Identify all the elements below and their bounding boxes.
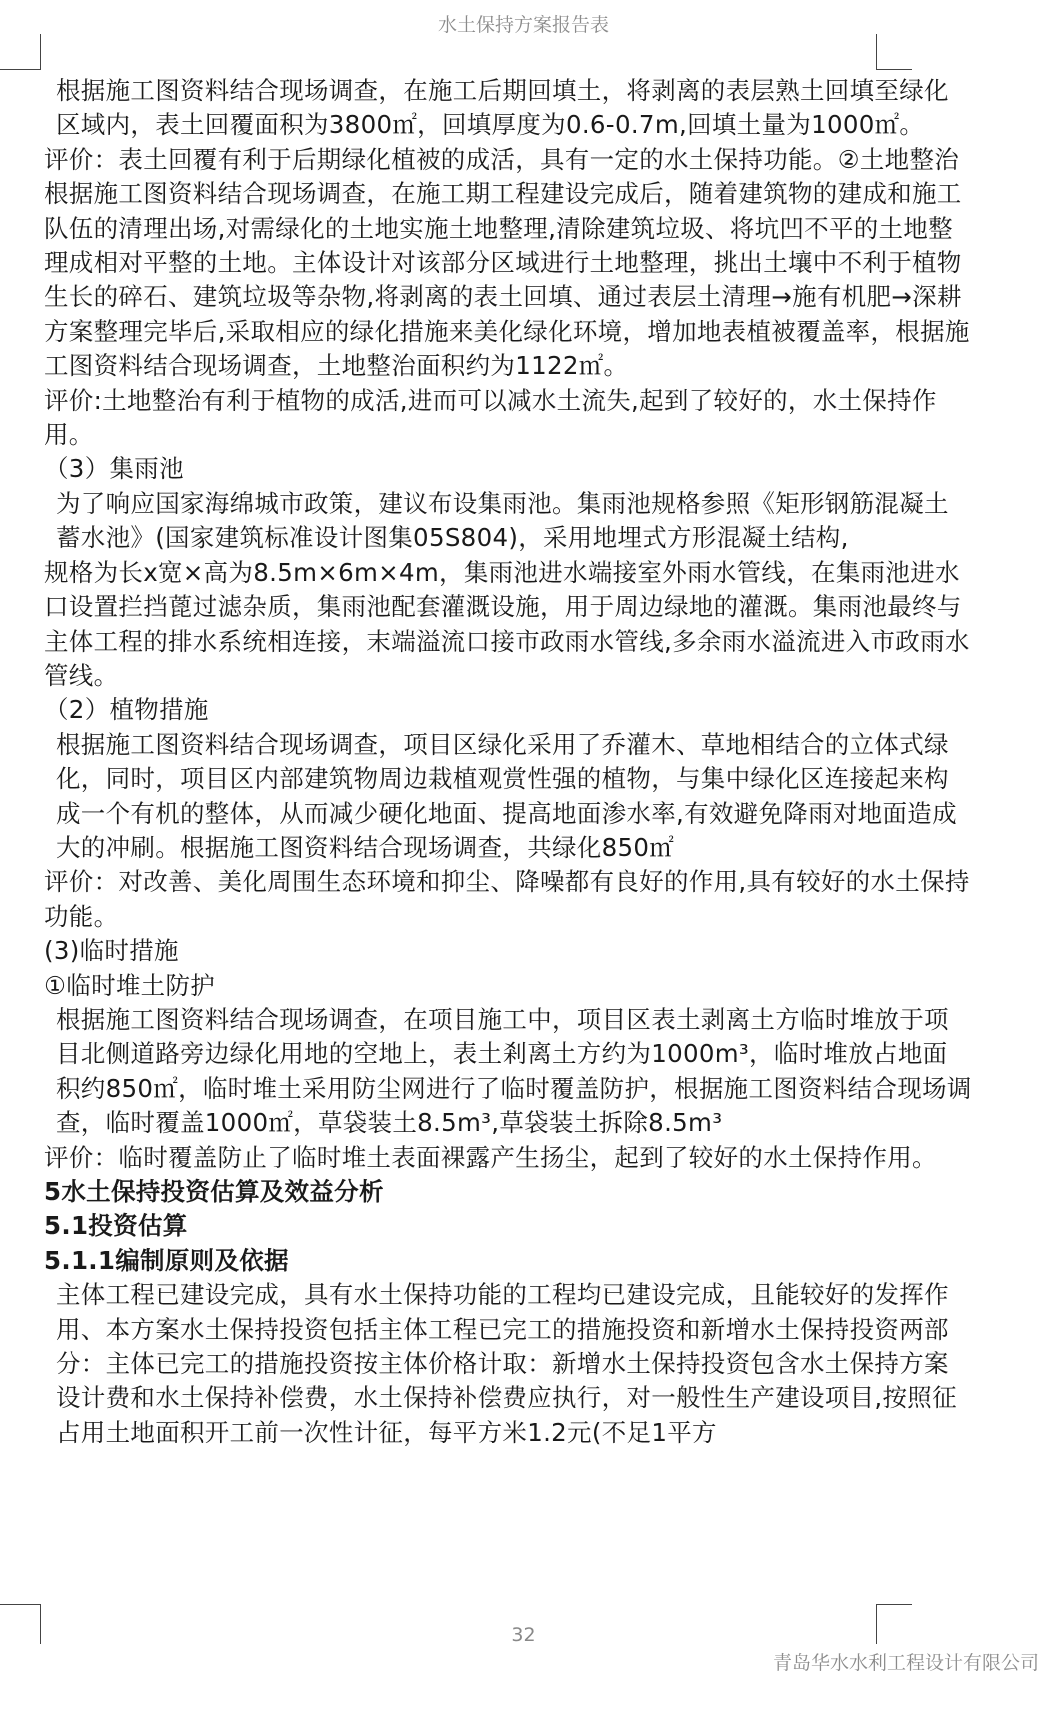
crop-mark-top-right-v (876, 34, 877, 70)
paragraph-rain-pool-intro: 为了响应国家海绵城市政策，建议布设集雨池。集雨池规格参照《矩形钢筋混凝土蓄水池》(国家建筑标准设计图集05S804)，采用地埋式方形混凝土结构, (56, 488, 949, 553)
crop-mark-bottom-left-h (0, 1604, 40, 1605)
crop-mark-top-left-v (40, 34, 41, 70)
company-name: 青岛华水水利工程设计有限公司 (772, 1652, 1039, 1674)
heading-temporary-soil-protection: ①临时堆土防护 (44, 970, 216, 1000)
crop-mark-top-left-h (0, 69, 40, 70)
paragraph-evaluation-plant: 评价：对改善、美化周围生态环境和抑尘、降噪都有良好的作用,具有较好的水土保持功能。 (44, 867, 970, 931)
crop-mark-top-right-h (876, 69, 912, 70)
section-heading-5-1: 5.1投资估算 (44, 1211, 188, 1241)
paragraph-evaluation-land-consolidation: 评价:土地整治有利于植物的成活,进而可以减水土流失,起到了较好的，水土保持作用。 (44, 385, 937, 450)
document-body (44, 74, 972, 1450)
section-heading-5: 5水土保持投资估算及效益分析 (44, 1177, 384, 1206)
paragraph-topsoil-backfill: 根据施工图资料结合现场调查，在施工后期回填土，将剥离的表层熟土回填至绿化区域内，表土回覆面积为3800㎡，回填厚度为0.6-0.7m,回填土量为1000㎡。 (56, 76, 949, 140)
paragraph-temporary-soil: 根据施工图资料结合现场调查，在项目施工中，项目区表土剥离土方临时堆放于项目北侧道路旁边绿化用地的空地上，表土剎离土方约为1000m³，临时堆放占地面积约850㎡，临时堆土采用防尘网进行了临时覆盖防护，根据施工图资料结合现场调查，临时覆盖1000㎡，草袋装土8.5m³,草袋装土拆除8.5m³ (56, 1004, 972, 1138)
crop-mark-bottom-right-h (876, 1604, 912, 1605)
paragraph-evaluation-temporary-cover: 评价：临时覆盖防止了临时堆土表面裸露产生扬尘，起到了较好的水土保持作用。 (44, 1142, 937, 1172)
page-number: 32 (511, 1624, 536, 1646)
paragraph-evaluation-land-grading: 评价：表土回覆有利于后期绿化植被的成活，具有一定的水土保持功能。②土地整治根据施工图资料结合现场调查，在施工期工程建设完成后，随着建筑物的建成和施工队伍的清理出场,对需绿化的土地实施土地整理,清除建筑垃圾、将坑凹不平的土地整理成相对平整的土地。主体设计对该部分区域进行土地整理，挑出土壤中不利于植物生长的碎石、建筑垃圾等杂物,将剥离的表土回填、通过表层土清理→施有机肥→深耕方案整理完毕后,采取相应的绿化措施来美化绿化环境，增加地表植被覆盖率，根据施工图资料结合现场调查，土地整治面积约为1122㎡。 (44, 144, 970, 381)
section-heading-5-1-1: 5.1.1编制原则及依据 (44, 1245, 289, 1275)
paragraph-investment-principles: 主体工程已建设完成，具有水土保持功能的工程均已建设完成，且能较好的发挥作用、本方案水土保持投资包括主体工程已完工的措施投资和新增水土保持投资两部分：主体已完工的措施投资按主体价格计取：新增水土保持投资包含水土保持方案设计费和水土保持补偿费，水土保持补偿费应执行，对一般性生产建设项目,按照征占用土地面积开工前一次性计征，每平方米1.2元(不足1平方 (56, 1280, 957, 1447)
heading-plant-measures: （2）植物措施 (44, 695, 209, 725)
heading-rain-collection-pool: （3）集雨池 (44, 454, 184, 484)
paragraph-plant-measures: 根据施工图资料结合现场调查，项目区绿化采用了乔灌木、草地相结合的立体式绿化，同时，项目区内部建筑物周边栽植观赏性强的植物，与集中绿化区连接起来构成一个有机的整体，从而减少硬化地面、提高地面渗水率,有效避免降雨对地面造成大的冲刷。根据施工图资料结合现场调查，共绿化850㎡ (56, 729, 957, 862)
paragraph-rain-pool-spec: 规格为长x宽×高为8.5m×6m×4m，集雨池进水端接室外雨水管线，在集雨池进水口设置拦挡蓖过滤杂质，集雨池配套灌溉设施，用于周边绿地的灌溉。集雨池最终与主体工程的排水系统相连接，末端溢流口接市政雨水管线,多余雨水溢流进入市政雨水管线。 (44, 557, 970, 690)
page-header-title: 水土保持方案报告表 (437, 14, 609, 36)
heading-temporary-measures: (3)临时措施 (44, 936, 179, 966)
